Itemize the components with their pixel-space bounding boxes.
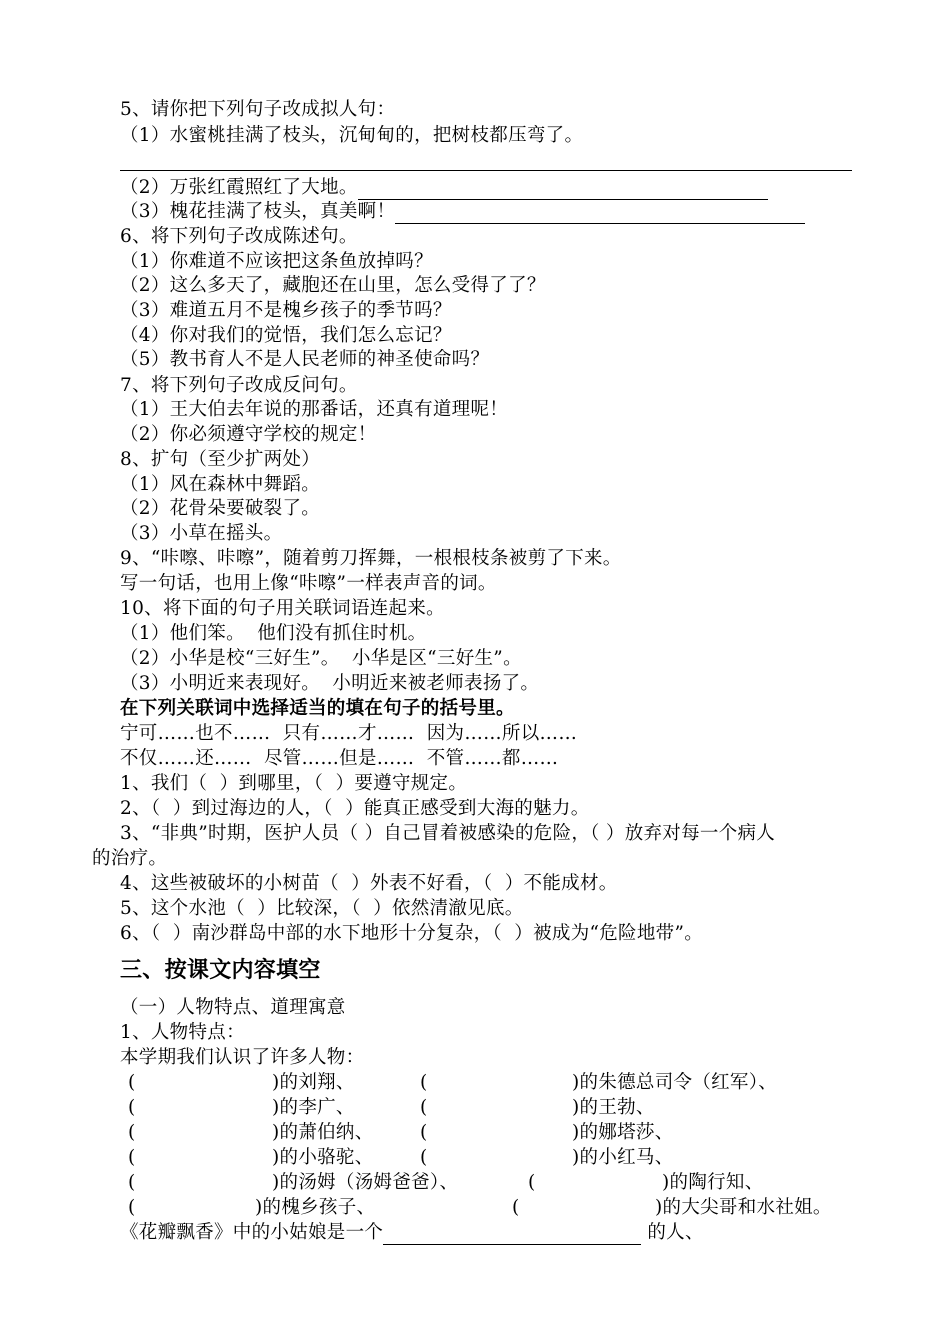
conj-item: 3、“非典”时期，医护人员（ ）自己冒着被感染的危险，（ ）放弃对每一个病人 xyxy=(120,823,776,844)
q10-title: 10、将下面的句子用关联词语连起来。 xyxy=(120,598,445,619)
blank-open[interactable]: ( xyxy=(420,1072,428,1093)
conj-item: 1、我们（ ）到哪里，（ ）要遵守规定。 xyxy=(120,773,468,794)
blank-open[interactable]: ( xyxy=(420,1097,428,1118)
q7-title: 7、将下列句子改成反问句。 xyxy=(120,375,358,396)
q10-item: （1）他们笨。 他们没有抓住时机。 xyxy=(120,623,427,644)
blank-open[interactable]: ( xyxy=(128,1072,136,1093)
character-label: )的陶行知、 xyxy=(662,1172,764,1193)
q8-title: 8、扩句（至少扩两处） xyxy=(120,449,321,470)
q5-sentence-2: （2）万张红霞照红了大地。 xyxy=(120,176,768,200)
section-3-heading: 三、按课文内容填空 xyxy=(120,958,321,983)
blank-open[interactable]: ( xyxy=(128,1197,136,1218)
q10-item: （3）小明近来表现好。 小明近来被老师表扬了。 xyxy=(120,673,540,694)
character-label: )的朱德总司令（红军）、 xyxy=(572,1072,778,1093)
character-label: )的萧伯纳、 xyxy=(272,1122,374,1143)
conj-item: 4、这些被破坏的小树苗（ ）外表不好看，（ ）不能成材。 xyxy=(120,873,618,894)
q10-item: （2）小华是校“三好生”。 小华是区“三好生”。 xyxy=(120,648,522,669)
q7-item: （2）你必须遵守学校的规定！ xyxy=(120,424,377,445)
character-label: )的娜塔莎、 xyxy=(572,1122,674,1143)
character-label: )的王勃、 xyxy=(572,1097,655,1118)
blank-open[interactable]: ( xyxy=(128,1172,136,1193)
q6-item: （1）你难道不应该把这条鱼放掉吗？ xyxy=(120,251,433,272)
q5-sentence-3: （3）槐花挂满了枝头，真美啊！ xyxy=(120,200,805,224)
character-label: )的李广、 xyxy=(272,1097,355,1118)
flower-petal-answer-line[interactable] xyxy=(383,1226,641,1245)
conj-options-row-1: 宁可……也不…… 只有……才…… 因为……所以…… xyxy=(120,723,578,744)
q5-answer-line-1[interactable] xyxy=(120,170,852,171)
q5-sentence-1: （1）水蜜桃挂满了枝头，沉甸甸的，把树枝都压弯了。 xyxy=(120,125,584,146)
character-label: )的汤姆（汤姆爸爸）、 xyxy=(272,1172,459,1193)
q6-title: 6、将下列句子改成陈述句。 xyxy=(120,226,358,247)
q9-line-1: 9、“咔嚓、咔嚓”，随着剪刀挥舞，一根根枝条被剪了下来。 xyxy=(120,548,622,569)
q5-answer-line-3[interactable] xyxy=(395,205,805,224)
q5-answer-line-2[interactable] xyxy=(358,181,768,200)
q6-item: （2）这么多天了，藏胞还在山里，怎么受得了了？ xyxy=(120,275,546,296)
character-label: )的小红马、 xyxy=(572,1147,674,1168)
section-3-part-1: 1、人物特点： xyxy=(120,1022,245,1043)
q7-item: （1）王大伯去年说的那番话，还真有道理呢！ xyxy=(120,399,509,420)
blank-open[interactable]: ( xyxy=(528,1172,536,1193)
q8-item: （2）花骨朵要破裂了。 xyxy=(120,498,321,519)
q6-item: （3）难道五月不是槐乡孩子的季节吗？ xyxy=(120,300,452,321)
blank-open[interactable]: ( xyxy=(128,1122,136,1143)
blank-open[interactable]: ( xyxy=(128,1097,136,1118)
q6-item: （4）你对我们的觉悟，我们怎么忘记？ xyxy=(120,325,452,346)
conj-item: 6、（ ）南沙群岛中部的水下地形十分复杂，（ ）被成为“危险地带”。 xyxy=(120,923,704,944)
character-label: )的小骆驼、 xyxy=(272,1147,374,1168)
conj-item-continued: 的治疗。 xyxy=(92,848,168,869)
conj-item: 2、（ ）到过海边的人，（ ）能真正感受到大海的魅力。 xyxy=(120,798,590,819)
conj-title: 在下列关联词中选择适当的填在句子的括号里。 xyxy=(120,698,515,719)
blank-open[interactable]: ( xyxy=(512,1197,520,1218)
section-3-intro: 本学期我们认识了许多人物： xyxy=(120,1047,365,1068)
blank-open[interactable]: ( xyxy=(420,1147,428,1168)
conj-options-row-2: 不仅……还…… 尽管……但是…… 不管……都…… xyxy=(120,748,559,769)
q5-title: 5、请你把下列句子改成拟人句： xyxy=(120,99,396,120)
character-label: )的刘翔、 xyxy=(272,1072,355,1093)
character-label: )的大尖哥和水社姐。 xyxy=(655,1197,832,1218)
q9-line-2: 写一句话，也用上像“咔嚓”一样表声音的词。 xyxy=(120,573,497,594)
q8-item: （1）风在森林中舞蹈。 xyxy=(120,474,321,495)
character-label: )的槐乡孩子、 xyxy=(255,1197,376,1218)
section-3-subheading: （一）人物特点、道理寓意 xyxy=(120,997,346,1018)
conj-item: 5、这个水池（ ）比较深，（ ）依然清澈见底。 xyxy=(120,898,524,919)
q8-item: （3）小草在摇头。 xyxy=(120,523,283,544)
blank-open[interactable]: ( xyxy=(128,1147,136,1168)
blank-open[interactable]: ( xyxy=(420,1122,428,1143)
q6-item: （5）教书育人不是人民老师的神圣使命吗？ xyxy=(120,349,490,370)
flower-petal-line: 《花瓣飘香》中的小姑娘是一个 的人、 xyxy=(120,1222,704,1243)
